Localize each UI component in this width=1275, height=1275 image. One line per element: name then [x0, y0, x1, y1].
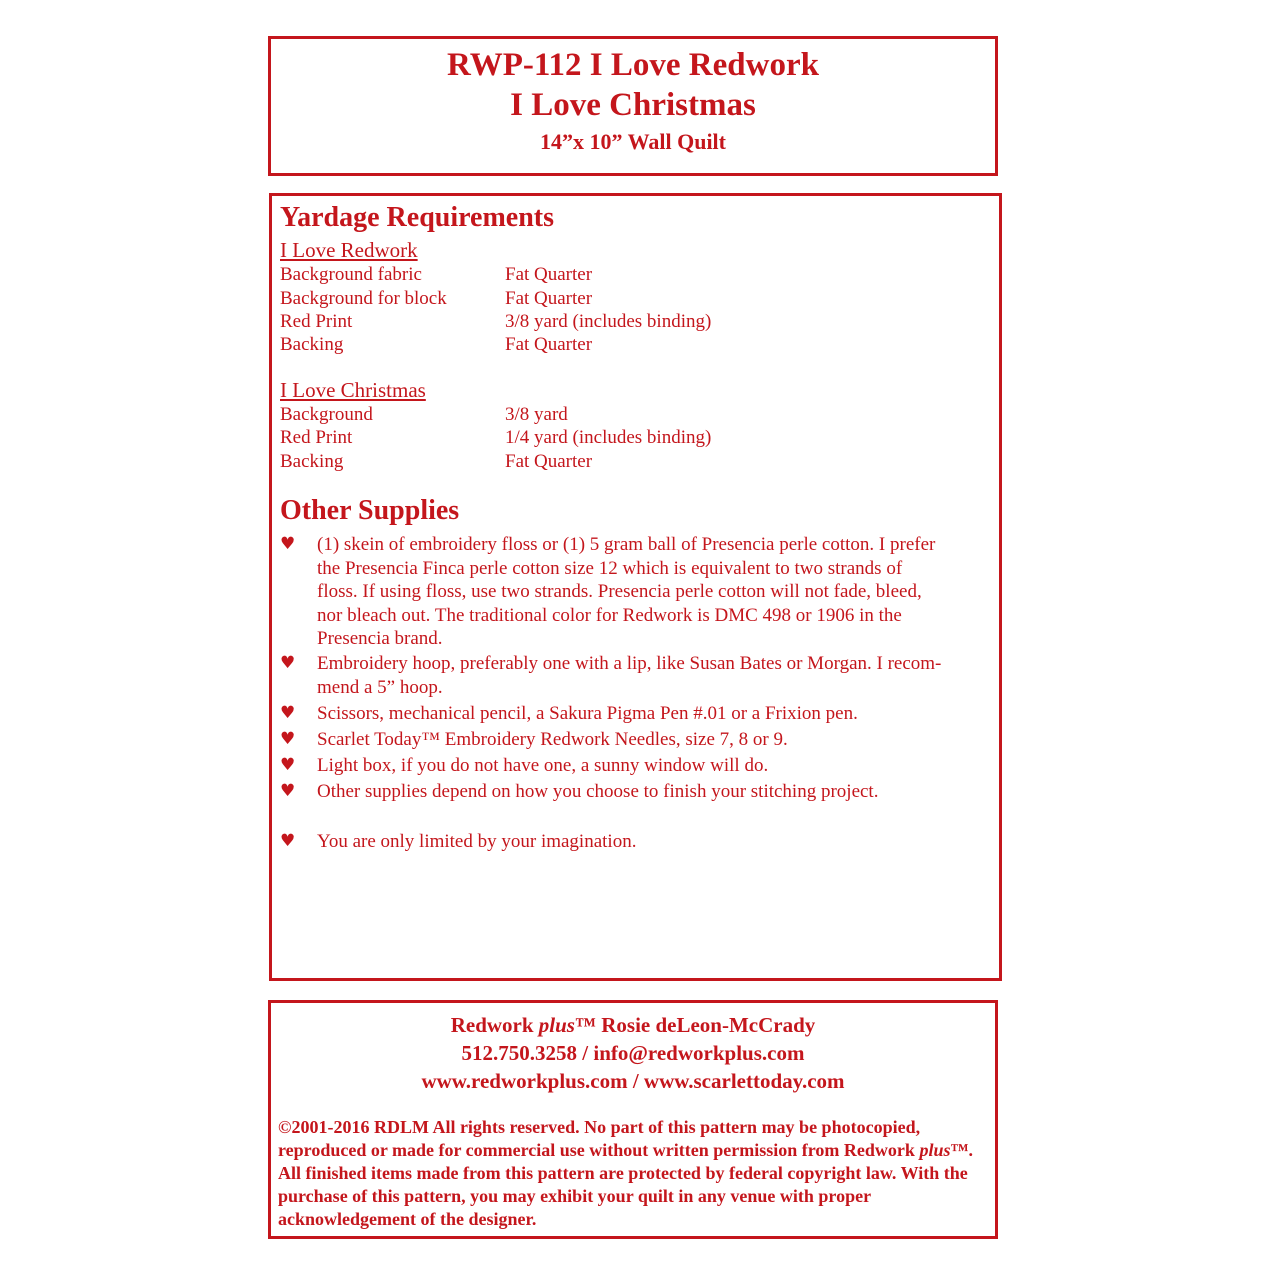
brand-name: Redwork — [450, 1013, 539, 1037]
supply-line: nor bleach out. The traditional color for Redwork is DMC 498 or 1906 in the — [317, 604, 902, 626]
yardage-item: Backing — [280, 334, 344, 355]
supply-line: Scissors, mechanical pencil, a Sakura Pigma Pen #.01 or a Frixion pen. — [317, 703, 858, 724]
contact-line: 512.750.3258 / info@redworkplus.com — [461, 1041, 805, 1065]
yardage-amount: 3/8 yard (includes binding) — [505, 311, 712, 332]
supply-line: floss. If using floss, use two strands. Presencia perle cotton will not fade, bleed, — [317, 581, 922, 602]
footer-box — [268, 1000, 998, 1239]
brand-designer: ™ Rosie deLeon-McCrady — [574, 1013, 816, 1037]
yardage-row — [280, 264, 980, 288]
yardage-item: Red Print — [280, 427, 353, 448]
yardage-row — [280, 451, 980, 475]
yardage-item: Background for block — [280, 288, 447, 309]
supply-line: the Presencia Finca perle cotton size 12 which is equivalent to two strands of — [317, 557, 903, 579]
heart-bullet-icon: ♥ — [280, 781, 296, 801]
supply-line: Other supplies depend on how you choose to finish your stitching project. — [317, 781, 879, 802]
supply-line: (1) skein of embroidery floss or (1) 5 gram ball of Presencia perle cotton. I prefer — [317, 534, 936, 555]
other-supplies-heading: Other Supplies — [280, 495, 460, 526]
copyright-text-2: ™. All finished items made from this pattern are protected by federal copyright law. With the purchase of this pattern, you may exhibit your quilt in any venue with proper acknowledgement of the designer. — [278, 1140, 973, 1229]
yardage-item: Background — [280, 404, 373, 425]
supply-line: You are only limited by your imagination. — [317, 831, 637, 852]
yardage-row — [280, 288, 980, 312]
yardage-item: Background fabric — [280, 264, 422, 285]
yardage-row — [280, 334, 980, 358]
pattern-subtitle: I Love Christmas — [510, 87, 756, 123]
heart-bullet-icon: ♥ — [280, 831, 296, 851]
copyright-italic: plus — [919, 1140, 951, 1160]
yardage-amount: Fat Quarter — [505, 334, 593, 355]
yardage-item: Red Print — [280, 311, 353, 332]
brand-italic: plus — [538, 1013, 575, 1037]
yardage-heading: Yardage Requirements — [280, 202, 555, 233]
heart-bullet-icon: ♥ — [280, 729, 296, 749]
supply-line: Scarlet Today™ Embroidery Redwork Needles, size 7, 8 or 9. — [317, 729, 788, 750]
yardage-amount: Fat Quarter — [505, 451, 593, 472]
websites-line: www.redworkplus.com / www.scarlettoday.com — [421, 1069, 845, 1093]
pattern-number-title: RWP-112 I Love Redwork — [447, 47, 819, 83]
supply-line: Embroidery hoop, preferably one with a lip, like Susan Bates or Morgan. I recom- — [317, 653, 942, 674]
supply-line: Presencia brand. — [317, 628, 443, 649]
yardage-row — [280, 311, 980, 335]
copyright-notice — [278, 1116, 993, 1231]
heart-bullet-icon: ♥ — [280, 703, 296, 723]
yardage-row — [280, 427, 980, 451]
yardage-amount: Fat Quarter — [505, 288, 593, 309]
yardage-item: Backing — [280, 451, 344, 472]
copyright-text-1: ©2001-2016 RDLM All rights reserved. No part of this pattern may be photocopied, reproduced or made for commercial use without written permission from Redwork — [278, 1117, 921, 1160]
yardage-amount: Fat Quarter — [505, 264, 593, 285]
yardage-amount: 1/4 yard (includes binding) — [505, 427, 712, 448]
quilt-size: 14”x 10” Wall Quilt — [539, 129, 726, 154]
yardage-row — [280, 404, 980, 428]
supply-line: mend a 5” hoop. — [317, 676, 443, 698]
brand-line — [271, 1013, 995, 1038]
requirements-box — [269, 193, 1002, 981]
group-title-redwork: I Love Redwork — [280, 238, 418, 262]
heart-bullet-icon: ♥ — [280, 534, 296, 554]
yardage-amount: 3/8 yard — [505, 404, 568, 425]
group-title-christmas: I Love Christmas — [280, 378, 426, 402]
supply-line: Light box, if you do not have one, a sunny window will do. — [317, 755, 769, 776]
heart-bullet-icon: ♥ — [280, 755, 296, 775]
title-box — [268, 36, 998, 176]
heart-bullet-icon: ♥ — [280, 653, 296, 673]
